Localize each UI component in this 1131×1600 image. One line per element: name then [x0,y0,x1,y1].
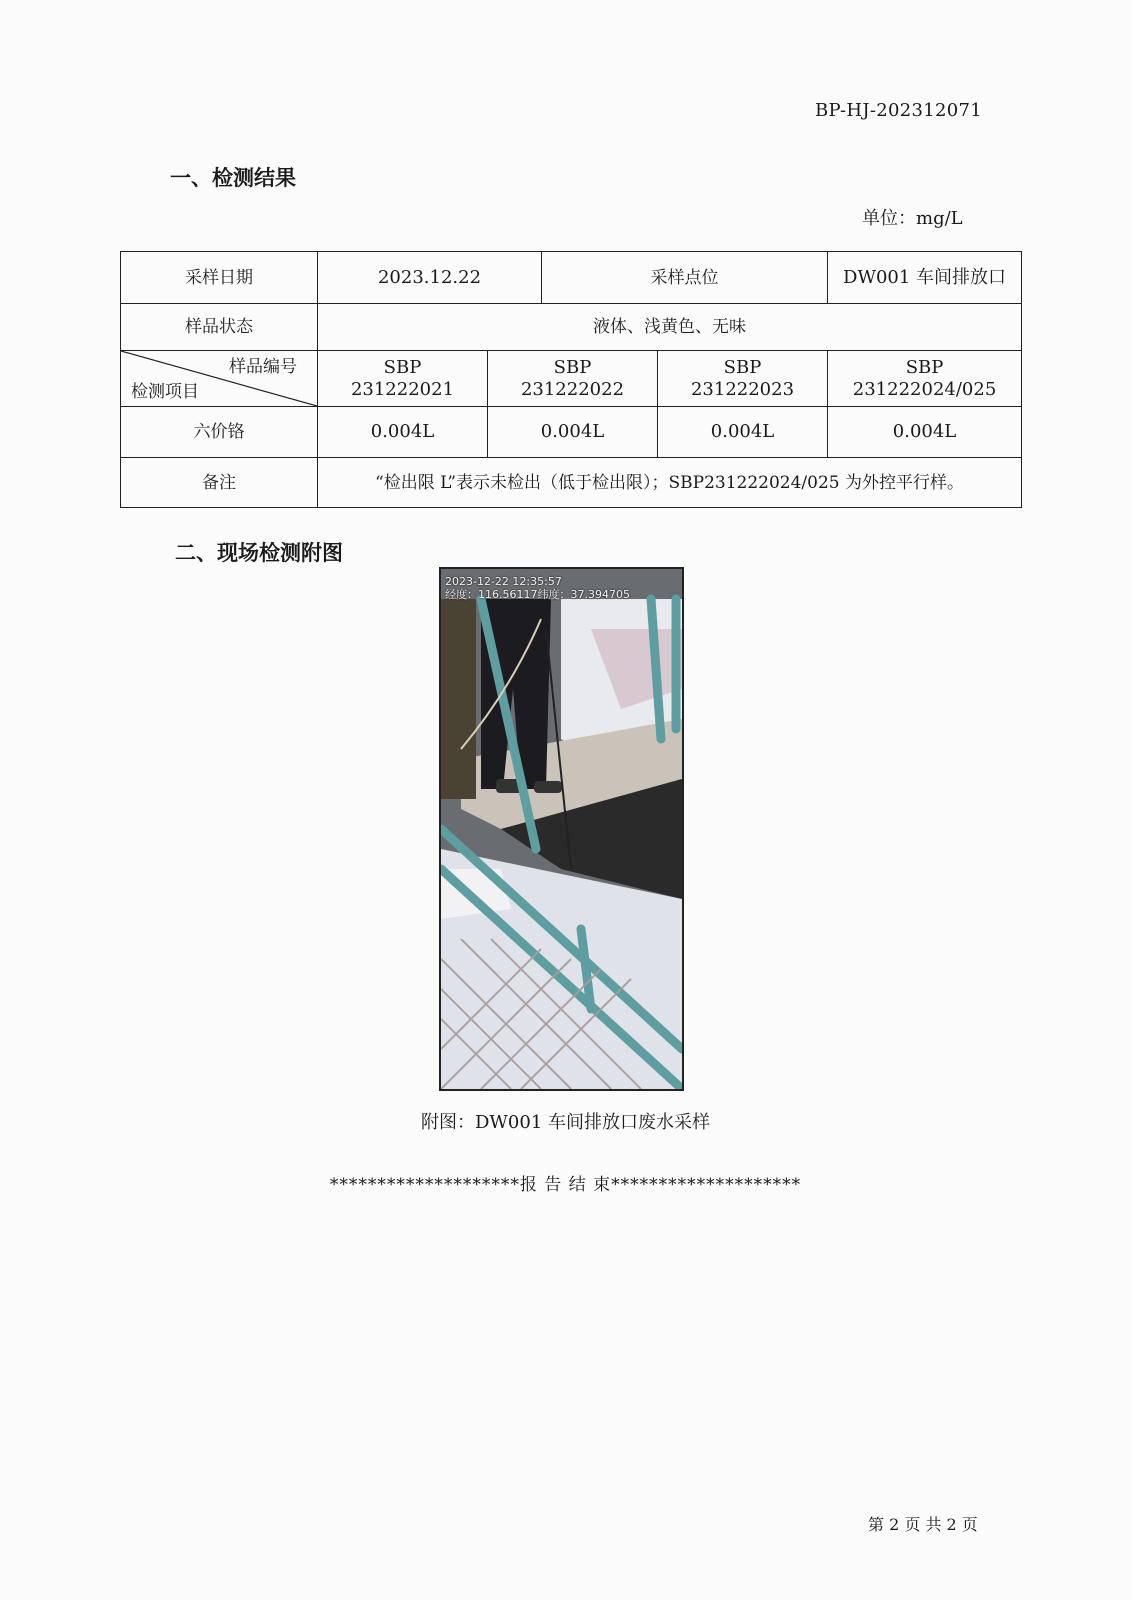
diag-label-test-item: 检测项目 [131,382,199,402]
site-photo-image [441,569,682,1089]
sample-no-cell: SBP 231222022 [488,351,658,407]
result-value-cell: 0.004L [658,407,828,458]
result-value-cell: 0.004L [318,407,488,458]
sample-no-cell: SBP 231222023 [658,351,828,407]
section-title-photo: 二、现场检测附图 [175,541,343,565]
table-row [121,458,1022,508]
table-row [121,407,1022,458]
results-table [120,251,1022,508]
sampling-date-value: 2023.12.22 [318,252,542,304]
sampling-date-label: 采样日期 [121,252,318,304]
table-row [121,252,1022,304]
table-row [121,351,1022,407]
section-title-results: 一、检测结果 [170,166,296,190]
diagonal-header-cell [121,351,318,407]
sample-no-cell: SBP 231222024/025 [828,351,1022,407]
diag-label-sample-no: 样品编号 [229,357,297,377]
site-photo [439,567,684,1091]
table-row [121,304,1022,351]
test-item-cell: 六价铬 [121,407,318,458]
result-value-cell: 0.004L [488,407,658,458]
sampling-point-label: 采样点位 [542,252,828,304]
sample-no-cell: SBP 231222021 [318,351,488,407]
page-number: 第 2 页 共 2 页 [868,1515,978,1534]
remark-label: 备注 [121,458,318,508]
photo-timestamp-overlay: 2023-12-22 12:35:57 经度：116.56117纬度：37.394705 [445,575,630,601]
report-end-marker: ********************报 告 结 束******************** [329,1175,802,1195]
sample-state-label: 样品状态 [121,304,318,351]
unit-label: 单位：mg/L [862,208,963,229]
report-number: BP-HJ-202312071 [815,100,983,121]
remark-value: “检出限 L”表示未检出（低于检出限）；SBP231222024/025 为外控平行样。 [318,458,1022,508]
sampling-point-value: DW001 车间排放口 [828,252,1022,304]
result-value-cell: 0.004L [828,407,1022,458]
photo-caption: 附图：DW001 车间排放口废水采样 [420,1112,710,1133]
sample-state-value: 液体、浅黄色、无味 [318,304,1022,351]
